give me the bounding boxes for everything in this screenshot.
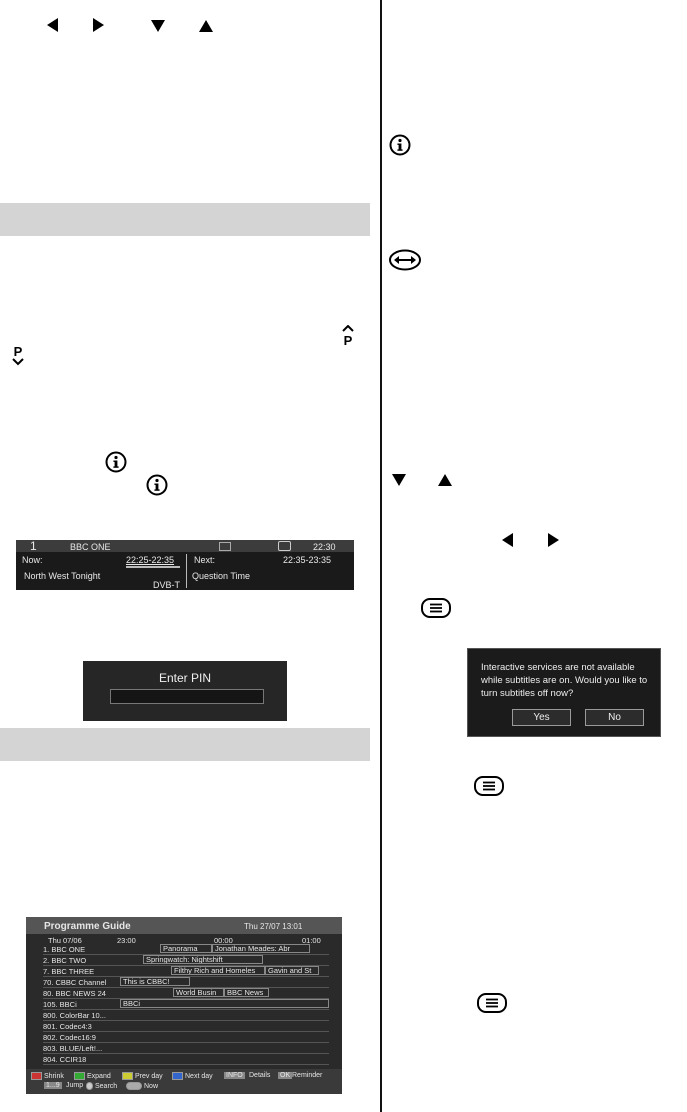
reminder-hint: Reminder — [292, 1072, 323, 1079]
swap-key-icon — [126, 1082, 142, 1090]
epg-title: Programme Guide — [44, 921, 131, 932]
epg-channel: 70. CBBC Channel — [43, 978, 107, 987]
epg-programme[interactable]: Panorama — [160, 944, 212, 953]
info-icon — [146, 474, 168, 496]
channel-name: BBC ONE — [70, 542, 111, 552]
epg-row[interactable] — [43, 955, 329, 966]
epg-time-3: 01:00 — [302, 936, 321, 945]
epg-footer — [26, 1069, 342, 1094]
column-divider — [380, 0, 382, 1112]
info-icon — [105, 451, 127, 473]
program-up-label: P — [343, 333, 353, 347]
epg-channel: 801. Codec4:3 — [43, 1022, 92, 1031]
search-hint: Search — [86, 1082, 117, 1090]
epg-time-2: 00:00 — [214, 936, 233, 945]
epg-programme[interactable]: BBC News — [224, 988, 269, 997]
info-icon — [389, 134, 411, 156]
epg-row[interactable] — [43, 1032, 329, 1043]
epg-channel: 800. ColorBar 10... — [43, 1011, 106, 1020]
now-title: North West Tonight — [24, 571, 101, 581]
section-header-band — [0, 203, 370, 236]
pin-entry-box — [83, 661, 287, 721]
epg-channel: 80. BBC NEWS 24 — [43, 989, 106, 998]
epg-row[interactable] — [43, 944, 329, 955]
prev-day-hint: Prev day — [122, 1072, 163, 1080]
epg-row[interactable] — [43, 1043, 329, 1054]
epg-programme[interactable]: BBCi — [120, 999, 329, 1008]
section-header-band — [0, 728, 370, 761]
epg-row[interactable] — [43, 1054, 329, 1065]
blue-key-icon — [172, 1072, 183, 1080]
pin-label: Enter PIN — [158, 671, 212, 685]
epg-programme[interactable]: World Busin — [173, 988, 224, 997]
shrink-hint: Shrink — [31, 1072, 64, 1080]
program-down-icon — [10, 345, 26, 367]
epg-channel: 105. BBCi — [43, 1000, 77, 1009]
epg-row[interactable] — [43, 999, 329, 1010]
program-down-label: P — [13, 345, 23, 359]
up-arrow-icon — [199, 20, 213, 32]
epg-channel: 804. CCIR18 — [43, 1055, 87, 1064]
jump-key: 1...9 — [46, 1082, 60, 1089]
epg-programme[interactable]: This is CBBC! — [120, 977, 190, 986]
subtitles-dialog — [467, 648, 661, 737]
epg-programme[interactable]: Filthy Rich and Homeles — [171, 966, 265, 975]
epg-channel: 802. Codec16:9 — [43, 1033, 96, 1042]
zero-key-icon — [86, 1082, 93, 1090]
down-arrow-icon — [151, 20, 165, 32]
yellow-key-icon — [122, 1072, 133, 1080]
yes-button[interactable]: Yes — [512, 709, 571, 726]
epg-datetime: Thu 27/07 13:01 — [244, 922, 303, 931]
swap-icon — [388, 249, 422, 271]
dialog-message: Interactive services are not available while subtitles are on. Would you like to turn subtitles off now? — [481, 662, 648, 699]
ok-key: OK — [280, 1072, 291, 1079]
epg-row[interactable] — [43, 1010, 329, 1021]
up-arrow-icon — [438, 474, 452, 486]
epg-channel: 803. BLUE/Left!... — [43, 1044, 103, 1053]
details-hint: Details — [249, 1072, 271, 1079]
epg-row[interactable] — [43, 977, 329, 988]
next-day-hint: Next day — [172, 1072, 213, 1080]
epg-programme[interactable]: Gavin and St — [265, 966, 319, 975]
programme-guide — [26, 917, 342, 1094]
epg-date: Thu 07/06 — [48, 936, 82, 945]
jump-hint: Jump — [66, 1082, 84, 1089]
teletext-icon — [421, 598, 451, 618]
teletext-icon — [477, 993, 507, 1013]
left-arrow-icon — [502, 533, 514, 547]
next-time: 22:35-23:35 — [283, 555, 332, 565]
channel-info-banner — [16, 540, 354, 590]
red-key-icon — [31, 1072, 42, 1080]
pin-input[interactable] — [110, 689, 264, 704]
no-button[interactable]: No — [585, 709, 644, 726]
channel-number: 1 — [30, 540, 37, 553]
next-label: Next: — [194, 555, 216, 565]
right-arrow-icon — [93, 18, 105, 32]
epg-channel: 2. BBC TWO — [43, 956, 87, 965]
info-key: INFO — [226, 1072, 243, 1079]
right-arrow-icon — [548, 533, 560, 547]
teletext-icon — [474, 776, 504, 796]
left-arrow-icon — [47, 18, 59, 32]
down-arrow-icon — [392, 474, 406, 486]
now-progress-bar — [126, 566, 180, 568]
now-time: 22:25-22:35 — [126, 555, 175, 565]
epg-row[interactable] — [43, 988, 329, 999]
program-up-icon — [340, 325, 356, 347]
next-title: Question Time — [192, 571, 251, 581]
tv-icon — [278, 541, 291, 551]
epg-channel: 7. BBC THREE — [43, 967, 95, 976]
teletext-icon — [219, 542, 231, 551]
banner-separator — [186, 554, 187, 588]
epg-programme[interactable]: Jonathan Meades: Abr — [212, 944, 310, 953]
expand-hint: Expand — [74, 1072, 111, 1080]
green-key-icon — [74, 1072, 85, 1080]
epg-channel: 1. BBC ONE — [43, 945, 86, 954]
epg-programme[interactable]: Springwatch: Nightshift — [143, 955, 263, 964]
now-hint: Now — [126, 1082, 158, 1090]
source-label: DVB-T — [153, 580, 180, 590]
info-banner-header — [16, 540, 354, 552]
banner-clock: 22:30 — [313, 542, 336, 552]
now-label: Now: — [22, 555, 43, 565]
epg-row[interactable] — [43, 966, 329, 977]
epg-row[interactable] — [43, 1021, 329, 1032]
epg-time-1: 23:00 — [117, 936, 136, 945]
